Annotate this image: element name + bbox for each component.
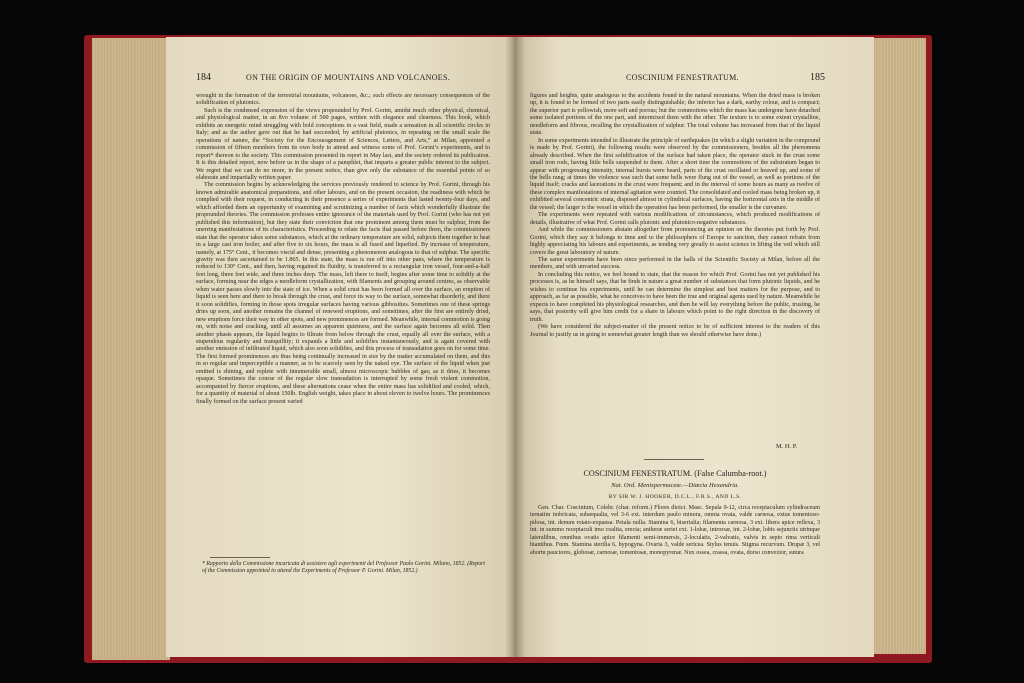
article-subtitle: Nat. Ord. Menispermaceæ.—Diœcia Hexandria. — [611, 482, 739, 489]
right-paragraph: And while the commissioners abstain altogether from pronouncing an opinion on the theories put forth by Prof. Gorini, which they say it belongs to time and to the philosophers of Europe to sanction, they cannot refrain from highly appreciating his labours and experiments, as tending very greatly to assist science in lifting the veil which still covers the great laboratory of nature. — [530, 227, 820, 256]
left-paragraph: Such is the condensed expression of the views propounded by Prof. Gorini, amidst much other physical, chemical, and physiological matter, in an 8vo volume of 500 pages, written with elegance and clearness. This book, which exhibits an energetic mind struggling with bold conceptions in a vast field, made a sensation in all scientific circles in Italy; and as the author gave out that he had succeeded, by artificial plutonics, in repeating on the small scale the operations of nature, the “Society for the Encouragement of Sciences, Letters, and Arts,” at Milan, appointed a commission of fifteen members from its own body to attend and witness some of Prof. Gorini’s experiments, and to report* thereon to the society. This commission presented its report in May last, and the society ordered its publication. It is this detailed report, now before us in the shape of a pamphlet, that imparts a greater public interest to the subject. We regret that we can do no more, in the present notice, than give only the substance of the essential points of so elaborate and impartially written paper. — [196, 107, 490, 181]
left-footnote: * Rapporto della Commissione incaricata di assistere agli esperimenti del Professor Paolo Gorini. Milano, 1852. (Report of the Commission appointed to attend the Experiments of Professor P. Gorini. Milan, 1852.) — [202, 561, 485, 574]
right-paragraph: The same experiments have been since performed in the halls of the Scientific Society at Milan, before all the members, and with unvaried success. — [530, 256, 820, 271]
right-body-text — [530, 93, 820, 339]
book-gutter — [505, 37, 525, 657]
right-paragraph: The experiments were repeated with various modifications of circumstances, which produced modifications of details, illustrative of what Prof. Gorini calls plutonic and plutonico-negative substances. — [530, 212, 820, 226]
right-paragraph: In concluding this notice, we feel bound to state, that the reason for which Prof. Gorini has not yet published his processes is, as he himself says, that he finds in nature a great number of substances that form plutonic liquids, and he wishes to continue his experiments, until he can determine the simplest and best matters for the purpose, and to approach, as far as possible, what he conceives to have been the true and original agents used by nature. Meanwhile he expects to have completed his physiological researches, and then he will lay everything before the public, trusting, he says, that posterity will give him credit for a share in labours which point to the right direction in the discovery of truth. — [530, 271, 820, 323]
right-page-number: 185 — [810, 72, 825, 83]
right-paragraph: In some experiments intended to illustrate the principle of earthquakes (in which a slight variation in the compound is made by Prof. Gorini), the following results were observed by the commissioners, besides all the phenomena already described. When the first solidification of the surface had taken place, the operator stuck in the crust some small iron rods, having little bells suspended to them. After a short time the commotions of the substratum began to appear with progressing intensity, internal bursts were heard, parts of the crust oscillated or heaved up, and some of the bells rang; at times the violence was such that some bells were flung out of the vessel, as well as portions of the liquid itself; cracks and lacerations in the crust were frequent; and in the interval of some hours as many as twelve of these complex manifestations of internal agitation were counted. The consolidated and cooled mass being broken up, it exhibited several concentric strata, disposed almost in cylindrical surfaces, having the horizontal axis in the middle of the vessel; the larger is the vessel in which the operation has been performed, the smaller is the curvature. — [530, 137, 820, 211]
signature: M. H. P. — [776, 443, 798, 450]
left-page-edges — [92, 38, 170, 660]
left-running-head: ON THE ORIGIN OF MOUNTAINS AND VOLCANOES. — [246, 73, 451, 82]
right-page — [514, 37, 874, 657]
left-body-text — [196, 93, 490, 406]
article-author: BY SIR W. J. HOOKER, D.C.L., F.R.S., AND L.S. — [608, 494, 742, 500]
article-title: COSCINIUM FENESTRATUM. (False Calumba-root.) — [583, 469, 767, 478]
right-paragraph: figures and heights, quite analogous to the accidents found in the natural mountains. When the dried mass is broken up, it is found to be formed of two parts easily distinguishable; the inferior has a dark, earthy colour, and is compact; the superior part is yellowish, more soft and porous; but the commotions which the mass has undergone have detached some isolated portions of the one part, and intermixed them with the other. The texture is to some extent crystalline, needleform and fibrous, recalling the crystallization of sulphur. The total volume has increased from that of the liquid state. — [530, 93, 820, 137]
left-paragraph: The commission begins by acknowledging the services previously rendered to science by Prof. Gorini, through his known admirable anatomical preparations, and other labours, and on the present occasion, the readiness with which he complied with their request, in conducting in their presence a series of experiments that lasted twenty-four days, and which afforded them an opportunity of examining and scrutinizing a number of facts which wonderfully illustrate the propounded theories. The commission professes entire ignorance of the materials used by Prof. Gorini (who has not yet published this information), but they state their conviction that one prominent among them must be sulphur, from the unerring manifestations of its characteristics. Proceeding to relate the facts that passed before them, the commissioners state that the operator takes some substances, which at the ordinary temperature are solid, subjects them together to heat in a large cast iron boiler, and after five to six hours, the mass is all fused and liquefied. By increase of temperature, namely, at 175° Cent., it becomes viscid and dense, presenting a phenomenon analogous to that of sulphur. The specific gravity was then ascertained to be 1.865. In this state, the mass is run off into other pans, where the temperature is reduced to 130° Cent., and then, having regained its fluidity, is transferred to a rectangular iron vessel, four-and-a-half feet long, three feet wide, and three inches deep. The mass, left there to itself, begins after some time to solidify at the surface, forming near the edges a needleform crystallization, with filaments and grouping around centres, as observable when water passes slowly into the state of ice. When a solid crust has been formed all over the surface, an eruption of liquid is seen here and there to break through the crust, and force its way to the surface, somewhat disorderly, and there it soon solidifies, forming in those spots irregular surfaces having various gibbosities. Sometimes one of these springs dries up soon, and another remains the channel of renewed eruptions, and sometimes, after the first are entirely dried, new eruptions force their way in other spots, and new prominences are formed. Meanwhile, internal commotion is going on, with noise and cracking, until all assumes an apparent quietness, and the surface again becomes all solid. Then another phasis appears, the liquid begins to filtrate from below through the crust, equally all over the surface, with a stupendous regularity and tranquillity; it expands a little and solidifies instantaneously, and is again covered with another emission of infiltrated liquid, which also soon solidifies, and this process of transudation goes on for some time. The first formed prominences are thus being continually increased in size by the matter accumulated on them, and this in so regular and imperceptible a manner, as to be scarcely seen by the naked eye. The surface of the liquid when just emitted is shining, and replete with innumerable small, almost microscopic bubbles of gas; as it dries, it becomes opaque. Sometimes the course of the regular slow transudation is interrupted by some fresh violent commotion, accompanied by fiercer eruptions, and these alternations cease when the entire mass has solidified and cooled, which, for a quantity of material of about 150lb. English weight, takes place in about eleven to twelve hours. The prominences finally formed on the surface present varied — [196, 182, 490, 405]
left-page — [166, 37, 516, 657]
article-body — [530, 505, 820, 557]
right-paragraph: (We have considered the subject-matter of the present notice to be of sufficient interest to the readers of this Journal to justify us in going to somewhat greater length than we should otherwise have done.) — [530, 324, 820, 338]
footnote-rule — [210, 557, 270, 558]
right-running-head: COSCINIUM FENESTRATUM. — [626, 73, 739, 82]
article-paragraph: Gen. Char. Coscinium, Colebr. (char. reform.) Flores dioici. Masc. Sepala 9-12, circa receptaculum cylindraceum ternatim imbricata, subæqualia, vel 3-6 ext. interdum paulo minora, omnia ovata, valde carnosa, extus tomentoso-pilosa, int. denum rotato-expansa. Petala nulla. Stamina 6, biserialia; filamenta carnosa, 3 ext. libera apice reflexa, 3 int. in summo receptaculi imo coalita, erecta; antheræ seriei ext. 1-lobæ, introrsæ, int. 2-lobæ, lobis sejunctis utrinque lateralibus, omnibus ovatis apice filamenti semi-immersis, 2-loculatis, 2-valvatis, valvis in septo rima verticali hiantibus. Fœm. Stamina sterilia 6, hypogyna. Ovaria 3, valde sericea. Stylus tenuis. Stigma recurvum. Drupæ 3, vel abortu pauciores, globosæ, carnosæ, tomentosæ, monopyrenæ. Nux ossea, crassa, ovata, dorso convexior, sutura — [530, 505, 820, 556]
right-page-edges — [870, 38, 926, 654]
section-rule — [644, 459, 704, 460]
left-page-number: 184 — [196, 72, 211, 83]
left-paragraph: wrought in the formation of the terrestrial mountains, volcanoes, &c.; such effects are necessary consequences of the solidification of plutonics. — [196, 93, 490, 107]
